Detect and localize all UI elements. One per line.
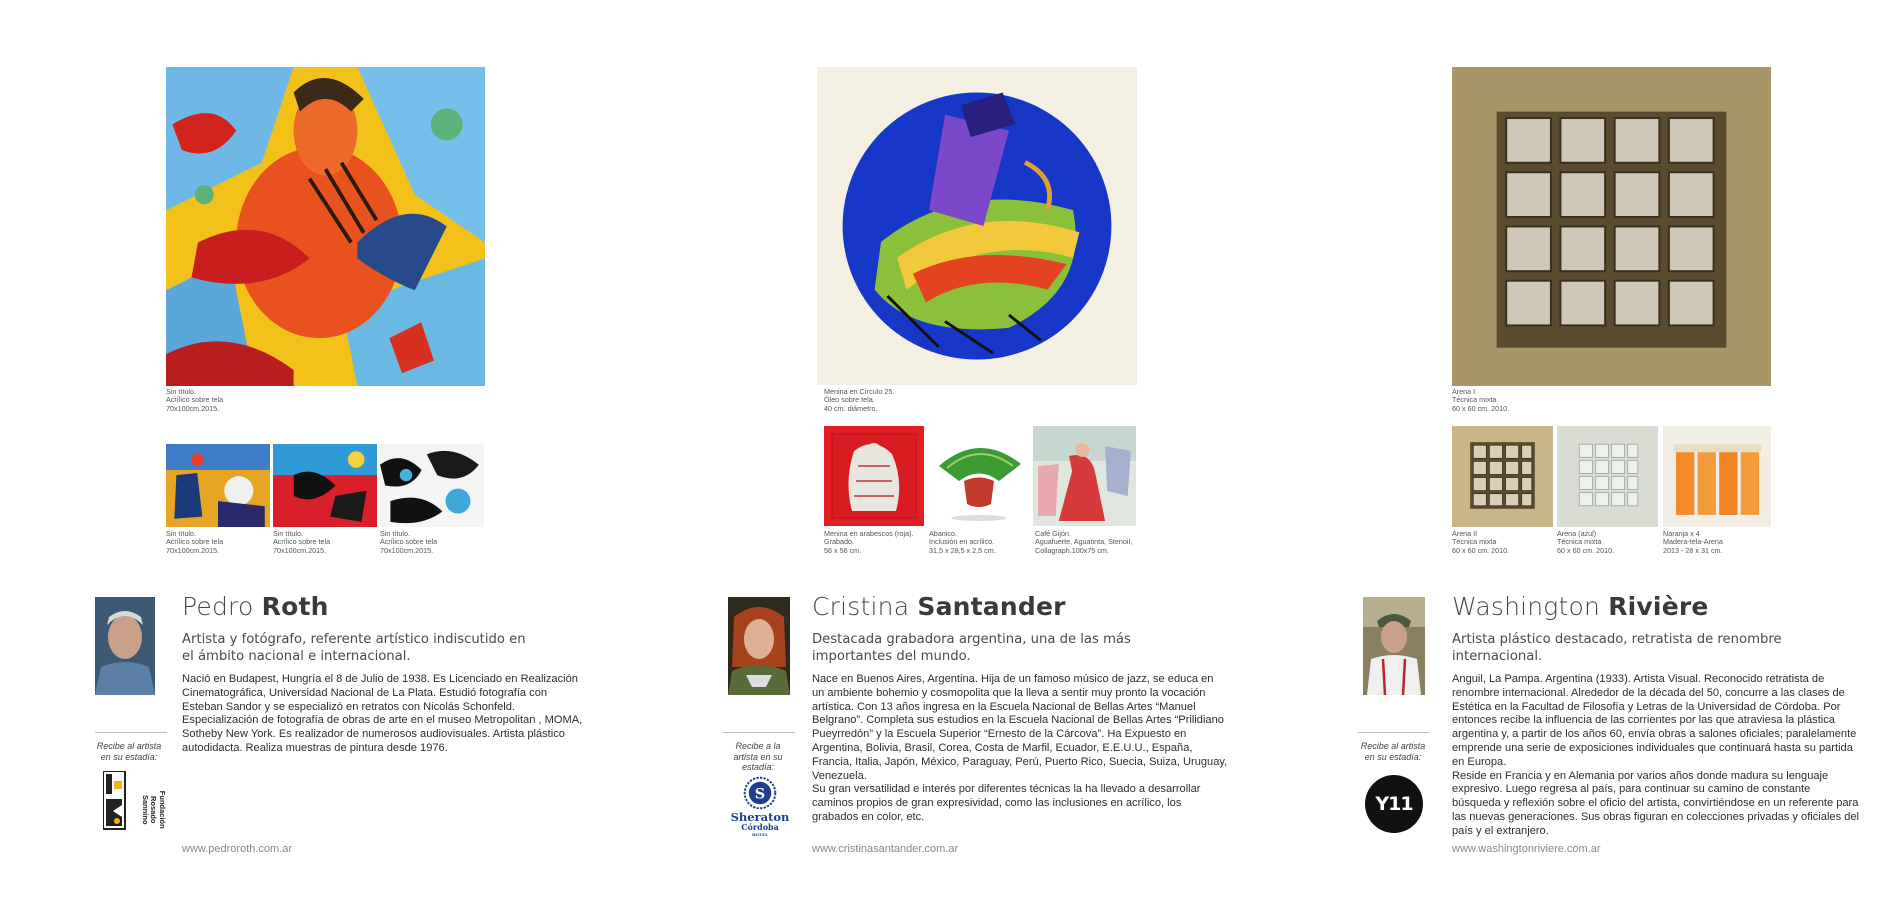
- main-artwork-cristina-santander: [817, 67, 1137, 385]
- thumb-artwork-3: [1033, 426, 1136, 526]
- recibe-label: Recibe al artista en su estadía:: [1360, 741, 1426, 762]
- artist-bio: [182, 673, 590, 756]
- recibe-label: Recibe a la artista en su estadía:: [733, 741, 783, 772]
- thumb-caption-2: Sin título. Acrílico sobre tela 70x100cm.2015.: [273, 529, 331, 555]
- thumb-artwork-1: [824, 426, 924, 526]
- main-artwork-caption: Menina en Círculo 25. Óleo sobre tela. 40 cm. diámetro.: [824, 387, 895, 413]
- sponsor-logo-y11: [1365, 775, 1423, 833]
- thumb-artwork-1: [1452, 426, 1553, 527]
- artist-website-link[interactable]: www.cristinasantander.com.ar: [812, 843, 959, 855]
- thumb-artwork-2: [273, 444, 377, 527]
- artist-bio-paragraph: Su gran versatilidad e interés por diferentes técnicas la ha llevado a desarrollar caminos propios de gran expresividad, como las inclusiones en acrílico, los grabados en color, etc.: [812, 783, 1201, 823]
- artist-portrait-washington-riviere: [1363, 597, 1425, 695]
- artist-first-name: Cristina: [812, 592, 910, 621]
- main-artwork-caption: Arena I Técnica mixta 60 x 60 cm. 2010.: [1452, 387, 1510, 413]
- sponsor-logo-fundacion: [103, 771, 167, 831]
- artist-first-name: Pedro: [182, 592, 254, 621]
- sponsor-logo-sheraton: [727, 775, 793, 841]
- artist-name: [812, 592, 1066, 621]
- thumb-artwork-2: [1557, 426, 1658, 527]
- thumb-caption-2: Abanico. Inclusión en acrílico. 31,5 x 28,5 x 2,5 cm.: [929, 529, 996, 555]
- artist-last-name: Santander: [917, 592, 1066, 621]
- thumb-artwork-3: [1663, 426, 1771, 527]
- main-artwork-washington-riviere: [1452, 67, 1771, 386]
- artist-portrait-cristina-santander: [728, 597, 790, 695]
- divider: [1358, 732, 1430, 733]
- divider: [95, 732, 167, 733]
- thumb-caption-1: Arena II Técnica mixta 60 x 60 cm. 2010.: [1452, 529, 1510, 555]
- sponsor-name: Fundación Rosado Sannino: [140, 790, 167, 829]
- sponsor-subtitle-small: HOTEL: [751, 832, 769, 837]
- artist-bio-paragraph: Nació en Budapest, Hungría el 8 de Julio de 1938. Es Licenciado en Realización Cinematográfica, Universidad Nacional de La Plata. Estudió fotografía con Esteban Sandor y se especializó en retratos con Nicolás Schonfeld. Especialización de fotografía de obras de arte en el museo Metropolitan , MOMA, Sotheby New York. Es realizador de numerosos audiovisuales. Artista plástico autodidacta. Realiza muestras de pintura desde 1976.: [182, 673, 583, 754]
- divider: [723, 732, 795, 733]
- artist-last-name: Roth: [261, 592, 329, 621]
- artist-tagline: Destacada grabadora argentina, una de las más importantes del mundo.: [812, 632, 1131, 664]
- thumb-caption-3: Café Gijón. Aguafuerte, Aguatinta, Stenoil, Collagraph.100x75 cm.: [1035, 529, 1133, 555]
- thumb-caption-3: Naranja x 4 Madera-tela-Arena 2013 - 28 x 31 cm.: [1663, 529, 1723, 555]
- artist-website-link[interactable]: www.pedroroth.com.ar: [182, 843, 293, 855]
- artist-bio-paragraph: Reside en Francia y en Alemania por varios años donde madura su lenguaje expresivo. Luego regresa al país, para continuar su camino de constante búsqueda y reflexión sobre el oficio del artista, convirtiéndose en un referente para las nuevas generaciones. Sus obras figuran en colecciones privadas y oficiales del país y el extranjero.: [1452, 769, 1860, 837]
- artist-tagline: Artista y fotógrafo, referente artístico indiscutido en el ámbito nacional e internacional.: [182, 632, 526, 664]
- thumb-caption-1: Menina en arabescos (roja). Grabado. 56 x 56 cm.: [824, 529, 914, 555]
- thumb-caption-3: Sin título. Acrílico sobre tela 70x100cm.2015.: [380, 529, 438, 555]
- artist-name: [1452, 592, 1709, 621]
- artist-website-link[interactable]: www.washingtonriviere.com.ar: [1452, 843, 1601, 855]
- main-artwork-pedro-roth: [166, 67, 485, 386]
- artist-bio-paragraph: Anguil, La Pampa. Argentina (1933). Artista Visual. Reconocido retratista de renombre internacional. Alrededor de la década del 50, concurre a las clases de Estética en la Facultad de Filosofía y Letras de la Universidad de Córdoba. Por entonces recibe la influencia de las corrientes por las que atraviesa la plástica argentina y, a partir de los años 60, envía obras a salones oficiales; paralelamente emprende una serie de exposiciones individuales que continuará hasta su partida en Europa.: [1452, 673, 1857, 768]
- sponsor-subtitle: Córdoba: [741, 822, 779, 832]
- artist-portrait-pedro-roth: [95, 597, 155, 695]
- sponsor-name: Y11: [1375, 793, 1413, 815]
- thumb-caption-2: Arena (azul) Técnica mixta 60 x 60 cm. 2010.: [1557, 529, 1615, 555]
- thumb-artwork-2: [929, 426, 1029, 526]
- artist-name: [182, 592, 329, 621]
- recibe-label: Recibe al artista en su estadía:: [96, 741, 162, 762]
- thumb-artwork-1: [166, 444, 270, 527]
- artist-tagline: Artista plástico destacado, retratista de renombre internacional.: [1452, 632, 1782, 664]
- artist-first-name: Washington: [1452, 592, 1601, 621]
- artist-bio-paragraph: Nace en Buenos Aires, Argentina. Hija de un famoso músico de jazz, se educa en un ambiente bohemio y cosmopolita que la lleva a sentir muy pronto la vocación artística. Con 13 años ingresa en la Escuela Nacional de Bellas Artes “Manuel Belgrano”. Completa sus estudios en la Escuela Nacional de Bellas Artes “Prilidiano Pueyrredón” y la Escuela Superior “Ernesto de la Cárcova”. Ha Expuesto en Argentina, Bolivia, Brasil, Corea, Costa de Marfil, Ecuador, E.E.U.U., España, Francia, Italia, Japón, México, Paraguay, Perú, Puerto Rico, Suecia, Suiza, Uruguay, Venezuela.: [812, 673, 1228, 782]
- artist-bio: [1452, 673, 1862, 839]
- sponsor-name: Sheraton: [730, 810, 790, 824]
- artist-bio: [812, 673, 1228, 825]
- thumb-artwork-3: [380, 444, 484, 527]
- main-artwork-caption: Sin título. Acrílico sobre tela 70x100cm.2015.: [166, 387, 224, 413]
- artist-last-name: Rivière: [1608, 592, 1709, 621]
- svg-text:S: S: [754, 785, 766, 803]
- thumb-caption-1: Sin título. Acrílico sobre tela 70x100cm.2015.: [166, 529, 224, 555]
